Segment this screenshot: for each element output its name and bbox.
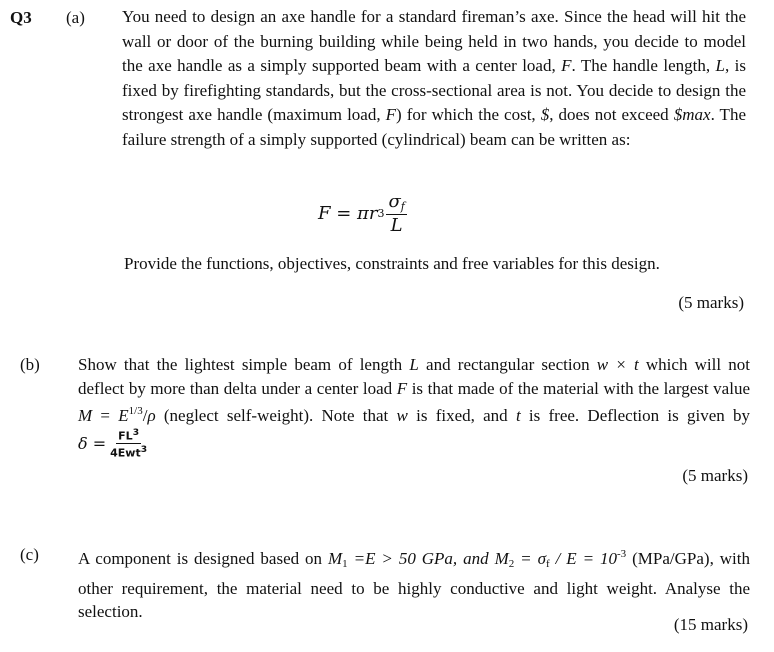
- var-F: F: [396, 378, 408, 398]
- part-c-text: (MPa/GPa), with other requirement, the material need to be highly conductive and light weight. Analyse the selection.: [78, 549, 750, 621]
- part-b-text: and rectangular section: [418, 355, 597, 374]
- var-max-cost: $max: [673, 105, 711, 125]
- part-b-label: (b): [20, 355, 40, 374]
- part-b-text: (neglect self-weight). Note that: [155, 406, 397, 425]
- part-b-text: Show that the lightest simple beam of length: [78, 355, 410, 374]
- deflection-numerator: [116, 428, 141, 444]
- var-L: L: [409, 355, 419, 374]
- part-c-text: = σ: [514, 549, 546, 568]
- var-M1-subscript: 1: [342, 558, 348, 570]
- var-E: E: [118, 406, 129, 425]
- deflection-numerator-text: FL: [118, 429, 133, 443]
- deflection-formula: [78, 428, 147, 461]
- part-b-text: is that made of the material with the largest value: [407, 378, 750, 398]
- var-M1: M: [328, 549, 343, 568]
- part-a-text: . The failure strength of a simply supported (cylindrical) beam can be written as:: [122, 105, 746, 149]
- part-c-text: / E = 10: [549, 549, 618, 568]
- var-cost: $: [540, 105, 550, 125]
- exponent-one-third: 1/3: [128, 405, 143, 417]
- part-c-paragraph: [78, 543, 750, 624]
- var-M2-subscript: 2: [508, 558, 515, 570]
- failure-strength-formula: [318, 192, 407, 236]
- formula-fraction: [386, 192, 406, 236]
- part-c-marks: (15 marks): [673, 615, 748, 634]
- part-a-text: . The handle length,: [571, 56, 716, 76]
- deflection-denominator-exp: 3: [140, 443, 148, 455]
- provide-instruction: Provide the functions, objectives, constraints and free variables for this design.: [124, 254, 660, 273]
- part-a-marks: (5 marks): [678, 293, 744, 312]
- var-F: F: [561, 56, 572, 76]
- deflection-denominator: [110, 444, 147, 460]
- deflection-denominator-text: 4Ewt: [110, 446, 141, 460]
- formula-lhs: F = πr: [318, 203, 378, 225]
- part-b-text: is fixed, and: [407, 406, 516, 425]
- var-M2: M: [494, 549, 509, 568]
- formula-exponent: 3: [377, 207, 385, 221]
- var-rho: ρ: [147, 406, 156, 425]
- var-t: t: [515, 406, 521, 425]
- part-c-text: A component is designed based on: [78, 549, 328, 568]
- var-M: M: [78, 406, 93, 425]
- formula-numerator: [386, 192, 406, 215]
- part-b-text: is free. Deflection is given by: [520, 406, 751, 425]
- power-exponent: -3: [617, 548, 627, 560]
- part-a-text: You need to design an axe handle for a standard fireman’s axe. Since the head will hit the wall or door of the burning building while being held in two hands, you decide to model the axe handle as a simply supported beam with a center load,: [122, 7, 746, 76]
- var-w: w: [396, 406, 408, 425]
- var-L: L: [715, 56, 725, 76]
- deflection-numerator-exp: 3: [132, 426, 140, 438]
- var-section: w × t: [596, 355, 639, 374]
- formula-denominator: L: [390, 215, 403, 237]
- part-c-label: (c): [20, 545, 39, 564]
- part-c-text: =E > 50 GPa, and: [347, 549, 495, 568]
- sigma-symbol: σ: [388, 191, 401, 212]
- part-b-text: which will not deflect by more than delta under a center load: [78, 355, 750, 398]
- delta-lhs: δ =: [78, 434, 107, 454]
- part-b-text: =: [92, 406, 119, 425]
- part-a-label: (a): [66, 8, 85, 27]
- part-b-text: /: [142, 406, 148, 425]
- part-a-paragraph: [122, 5, 746, 153]
- part-a-text: ) for which the cost,: [396, 105, 541, 125]
- part-b-paragraph: [78, 353, 750, 460]
- var-F: F: [385, 105, 397, 125]
- deflection-fraction: [110, 428, 147, 461]
- part-a-text: , is fixed by firefighting standards, but the cross-sectional area is not. You decide to design the strongest axe handle (maximum load,: [122, 56, 746, 125]
- sigma-subscript: f: [400, 200, 405, 213]
- part-b-marks: (5 marks): [682, 466, 748, 485]
- sigma-subscript: f: [545, 558, 550, 570]
- question-number: Q3: [10, 8, 32, 27]
- part-a-text: , does not exceed: [549, 105, 674, 125]
